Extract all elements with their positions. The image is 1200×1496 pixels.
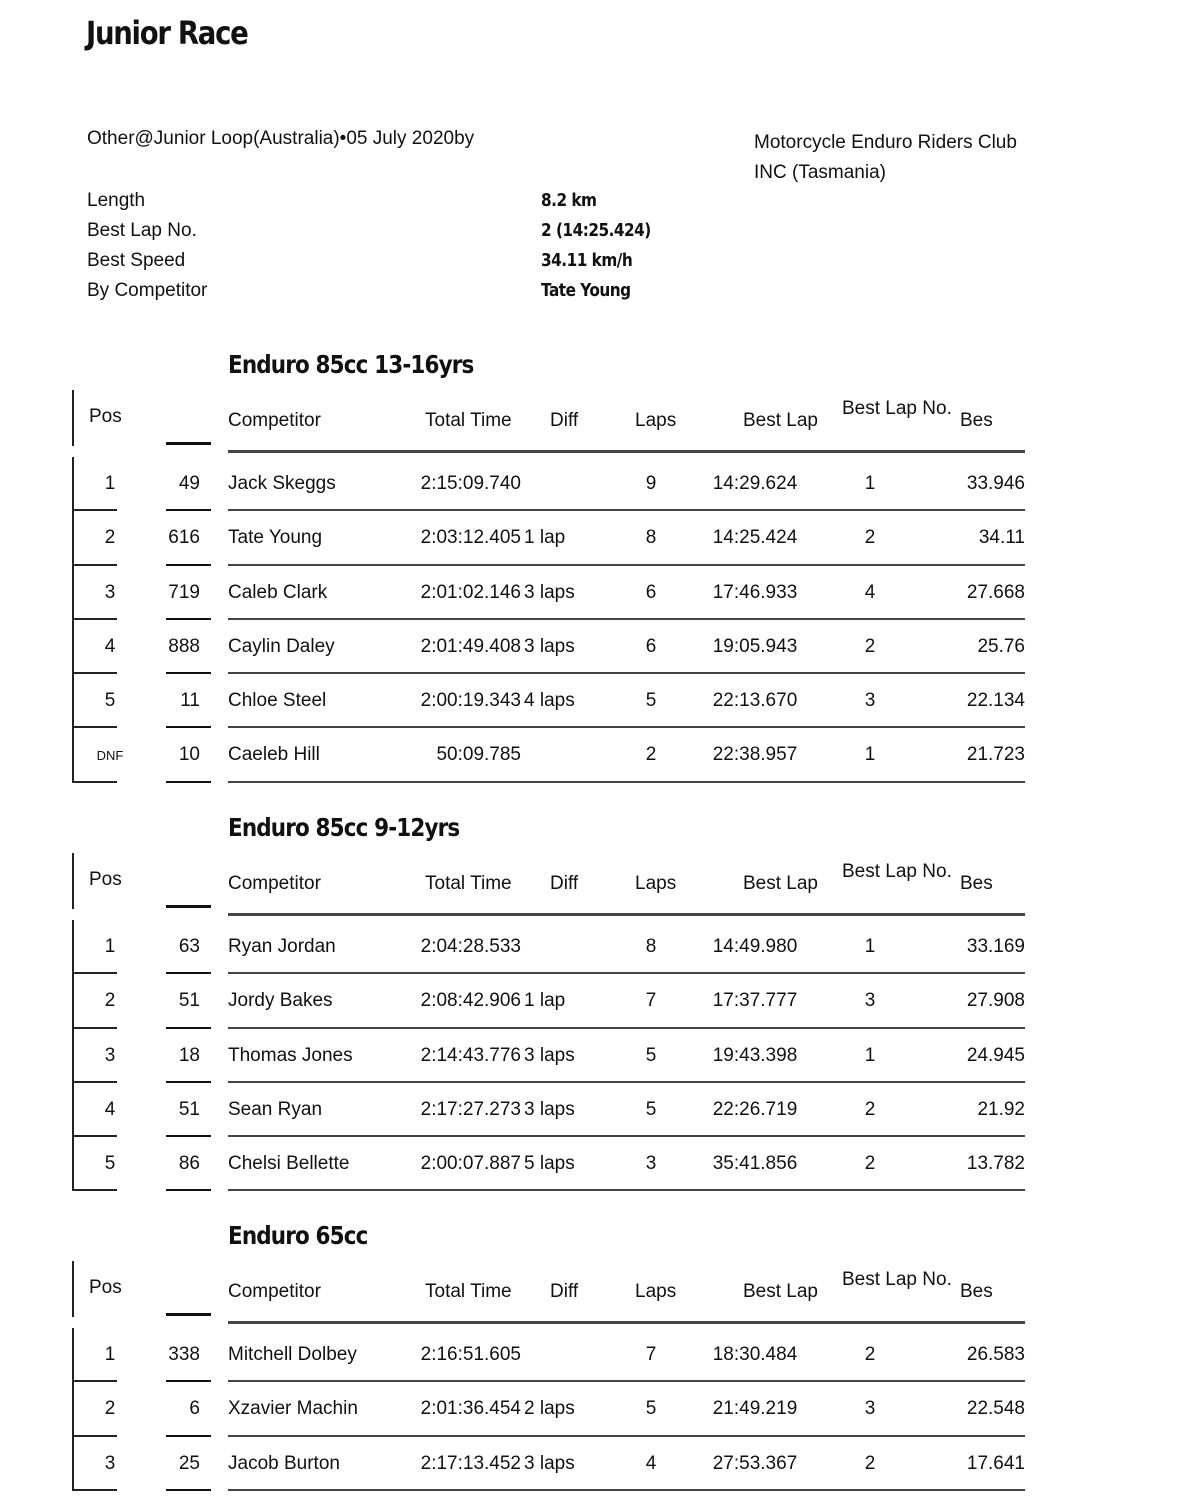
col-laps: Laps xyxy=(635,873,677,894)
table-row xyxy=(0,920,1200,974)
cell-pos: 2 xyxy=(104,1398,116,1420)
cell-best-lap: 35:41.856 xyxy=(712,1153,798,1175)
cell-best-speed: 17.641 xyxy=(966,1452,1025,1474)
class-title: Enduro 85cc 9-12yrs xyxy=(228,813,460,842)
col-diff: Diff xyxy=(550,873,579,894)
cell-total-time: 2:01:36.454 xyxy=(420,1398,521,1420)
col-laps: Laps xyxy=(635,1281,677,1302)
cell-total-time: 2:00:19.343 xyxy=(420,690,521,712)
cell-best-speed: 13.782 xyxy=(966,1153,1025,1175)
cell-competitor: Mitchell Dolbey xyxy=(228,1344,357,1365)
cell-competitor: Jacob Burton xyxy=(228,1452,340,1474)
row-rule xyxy=(228,1189,1025,1191)
cell-best-speed: 21.723 xyxy=(966,744,1025,766)
cell-pos: 5 xyxy=(104,690,116,712)
cell-best-lap: 17:37.777 xyxy=(712,990,798,1012)
row-rule xyxy=(228,781,1025,783)
pos-underline xyxy=(72,781,117,783)
cell-total-time: 2:16:51.605 xyxy=(420,1344,521,1365)
cell-best-speed: 34.11 xyxy=(978,527,1025,549)
organizer: Motorcycle Enduro Riders Club INC (Tasmania) xyxy=(754,132,1017,183)
summary-value: 2 (14:25.424) xyxy=(541,220,651,241)
cell-best-lap-no: 2 xyxy=(864,527,876,549)
pos-divider xyxy=(72,1261,74,1317)
cell-total-time: 2:01:02.146 xyxy=(420,581,521,603)
table-row xyxy=(0,674,1200,728)
cell-total-time: 2:15:09.740 xyxy=(420,473,521,494)
col-best-lap-no: Best Lap No. xyxy=(842,861,952,882)
cell-best-lap-no: 3 xyxy=(864,990,876,1012)
cell-diff: 3 laps xyxy=(524,1044,575,1066)
cell-best-speed: 26.583 xyxy=(966,1344,1025,1365)
cell-best-speed: 33.946 xyxy=(966,473,1025,494)
cell-diff: 4 laps xyxy=(524,690,575,712)
cell-number: 18 xyxy=(178,1044,200,1066)
venue-date-line: Other@Junior Loop(Australia)•05 July 2020by xyxy=(87,128,475,149)
cell-diff: 3 laps xyxy=(524,1452,575,1474)
table-body xyxy=(0,1328,1200,1491)
number-divider xyxy=(166,1313,211,1316)
cell-number: 719 xyxy=(168,581,200,603)
cell-best-lap-no: 4 xyxy=(864,581,876,603)
cell-laps: 7 xyxy=(645,990,657,1012)
cell-number: 51 xyxy=(178,1098,200,1120)
cell-pos: DNF xyxy=(96,748,124,764)
cell-pos: 1 xyxy=(104,473,116,494)
cell-best-speed: 27.668 xyxy=(966,581,1025,603)
col-best-speed: Bes xyxy=(960,410,993,431)
cell-best-lap-no: 2 xyxy=(864,1452,876,1474)
cell-competitor: Caleb Clark xyxy=(228,581,328,603)
cell-total-time: 2:17:13.452 xyxy=(420,1452,521,1474)
table-row xyxy=(0,1083,1200,1137)
col-total-time: Total Time xyxy=(425,1281,512,1302)
cell-laps: 4 xyxy=(645,1452,657,1474)
cell-best-lap: 14:25.424 xyxy=(712,527,798,549)
cell-best-lap: 14:29.624 xyxy=(712,473,798,494)
table-row xyxy=(0,1137,1200,1191)
col-diff: Diff xyxy=(550,1281,579,1302)
cell-number: 11 xyxy=(180,690,200,712)
cell-total-time: 2:08:42.906 xyxy=(420,990,521,1012)
cell-best-lap: 19:43.398 xyxy=(712,1044,798,1066)
cell-best-lap: 14:49.980 xyxy=(712,936,798,957)
cell-number: 6 xyxy=(189,1398,200,1420)
col-pos: Pos xyxy=(89,1277,122,1298)
cell-best-lap-no: 2 xyxy=(864,1344,876,1365)
table-row xyxy=(0,1029,1200,1083)
cell-best-lap-no: 2 xyxy=(864,1098,876,1120)
header-rule xyxy=(228,450,1025,453)
col-diff: Diff xyxy=(550,410,579,431)
cell-pos: 3 xyxy=(104,1044,116,1066)
cell-number: 86 xyxy=(178,1153,200,1175)
table-header xyxy=(0,1261,1200,1325)
col-best-lap: Best Lap xyxy=(743,1281,818,1302)
cell-diff: 1 lap xyxy=(524,990,566,1012)
cell-best-lap-no: 1 xyxy=(864,473,876,494)
number-divider xyxy=(166,442,211,445)
row-rule xyxy=(228,1489,1025,1491)
cell-pos: 1 xyxy=(104,1344,116,1365)
cell-number: 49 xyxy=(178,473,200,494)
cell-total-time: 2:01:49.408 xyxy=(420,635,521,657)
col-laps: Laps xyxy=(635,410,677,431)
pos-underline xyxy=(72,1189,117,1191)
cell-diff: 5 laps xyxy=(524,1153,575,1175)
cell-best-lap-no: 2 xyxy=(864,635,876,657)
table-header xyxy=(0,390,1200,454)
cell-competitor: Caylin Daley xyxy=(228,635,335,657)
cell-laps: 6 xyxy=(645,581,657,603)
cell-number: 888 xyxy=(168,635,200,657)
cell-laps: 7 xyxy=(645,1344,657,1365)
col-competitor: Competitor xyxy=(228,410,321,431)
table-row xyxy=(0,1382,1200,1436)
cell-competitor: Sean Ryan xyxy=(228,1098,323,1120)
cell-total-time: 2:14:43.776 xyxy=(420,1044,521,1066)
table-row xyxy=(0,1437,1200,1491)
cell-best-lap-no: 3 xyxy=(864,1398,876,1420)
col-best-lap-no: Best Lap No. xyxy=(842,398,952,419)
cell-total-time: 2:17:27.273 xyxy=(420,1098,521,1120)
cell-best-speed: 25.76 xyxy=(977,635,1025,657)
col-total-time: Total Time xyxy=(425,410,512,431)
col-pos: Pos xyxy=(89,406,122,427)
summary-value: 8.2 km xyxy=(541,190,597,211)
number-underline xyxy=(166,1189,211,1191)
cell-best-lap: 27:53.367 xyxy=(712,1452,798,1474)
summary-label: Best Lap No. xyxy=(87,220,197,241)
cell-total-time: 2:03:12.405 xyxy=(420,527,521,549)
col-best-lap-no: Best Lap No. xyxy=(842,1269,952,1290)
cell-best-lap: 18:30.484 xyxy=(712,1344,798,1365)
cell-competitor: Xzavier Machin xyxy=(228,1398,358,1420)
class-title: Enduro 65cc xyxy=(228,1221,368,1250)
page-title: Junior Race xyxy=(86,14,248,52)
cell-best-lap-no: 3 xyxy=(864,690,876,712)
cell-best-lap: 22:13.670 xyxy=(712,690,798,712)
cell-laps: 5 xyxy=(645,1098,657,1120)
cell-laps: 2 xyxy=(645,744,657,766)
summary-label: Best Speed xyxy=(87,250,186,271)
cell-pos: 4 xyxy=(104,635,116,657)
header-rule xyxy=(228,913,1025,916)
cell-competitor: Jordy Bakes xyxy=(228,990,333,1012)
cell-pos: 4 xyxy=(104,1098,116,1120)
cell-diff: 3 laps xyxy=(524,1098,575,1120)
cell-best-speed: 22.134 xyxy=(966,690,1025,712)
cell-laps: 5 xyxy=(645,1044,657,1066)
cell-laps: 5 xyxy=(645,1398,657,1420)
col-total-time: Total Time xyxy=(425,873,512,894)
cell-laps: 8 xyxy=(645,936,657,957)
table-row xyxy=(0,974,1200,1028)
col-competitor: Competitor xyxy=(228,1281,321,1302)
cell-diff: 2 laps xyxy=(524,1398,575,1420)
cell-competitor: Chloe Steel xyxy=(228,690,327,712)
cell-best-speed: 24.945 xyxy=(966,1044,1025,1066)
table-row xyxy=(0,566,1200,620)
cell-best-lap: 22:26.719 xyxy=(712,1098,798,1120)
cell-pos: 5 xyxy=(104,1153,116,1175)
cell-total-time: 2:00:07.887 xyxy=(420,1153,521,1175)
pos-divider xyxy=(72,390,74,446)
cell-laps: 8 xyxy=(645,527,657,549)
cell-total-time: 50:09.785 xyxy=(436,744,521,766)
cell-number: 63 xyxy=(178,936,200,957)
cell-competitor: Tate Young xyxy=(228,527,323,549)
cell-number: 51 xyxy=(178,990,200,1012)
cell-pos: 1 xyxy=(104,936,116,957)
cell-competitor: Chelsi Bellette xyxy=(228,1153,350,1175)
col-pos: Pos xyxy=(89,869,122,890)
table-row xyxy=(0,511,1200,565)
col-competitor: Competitor xyxy=(228,873,321,894)
class-title: Enduro 85cc 13-16yrs xyxy=(228,350,474,379)
cell-best-lap: 21:49.219 xyxy=(712,1398,798,1420)
cell-number: 338 xyxy=(168,1344,200,1365)
cell-number: 10 xyxy=(178,744,200,766)
cell-competitor: Thomas Jones xyxy=(228,1044,353,1066)
cell-competitor: Caeleb Hill xyxy=(228,744,320,766)
table-row xyxy=(0,457,1200,511)
col-best-speed: Bes xyxy=(960,873,993,894)
table-body xyxy=(0,920,1200,1191)
number-underline xyxy=(166,1489,211,1491)
cell-best-lap-no: 2 xyxy=(864,1153,876,1175)
cell-best-speed: 22.548 xyxy=(966,1398,1025,1420)
col-best-lap: Best Lap xyxy=(743,410,818,431)
header-rule xyxy=(228,1321,1025,1324)
cell-best-lap-no: 1 xyxy=(864,936,876,957)
pos-underline xyxy=(72,1489,117,1491)
cell-pos: 2 xyxy=(104,990,116,1012)
cell-laps: 5 xyxy=(645,690,657,712)
cell-best-speed: 27.908 xyxy=(966,990,1025,1012)
col-best-lap: Best Lap xyxy=(743,873,818,894)
cell-pos: 3 xyxy=(104,1452,116,1474)
summary-value: Tate Young xyxy=(541,280,631,301)
number-underline xyxy=(166,781,211,783)
table-row xyxy=(0,728,1200,782)
table-body xyxy=(0,457,1200,783)
cell-best-speed: 21.92 xyxy=(977,1098,1025,1120)
summary-label: By Competitor xyxy=(87,280,208,301)
cell-number: 25 xyxy=(178,1452,200,1474)
table-row xyxy=(0,620,1200,674)
cell-best-lap-no: 1 xyxy=(864,1044,876,1066)
cell-pos: 2 xyxy=(104,527,116,549)
table-row xyxy=(0,1328,1200,1382)
number-divider xyxy=(166,905,211,908)
cell-best-lap: 22:38.957 xyxy=(712,744,798,766)
cell-diff: 3 laps xyxy=(524,635,575,657)
cell-competitor: Ryan Jordan xyxy=(228,936,336,957)
cell-pos: 3 xyxy=(104,581,116,603)
cell-best-lap-no: 1 xyxy=(864,744,876,766)
cell-laps: 9 xyxy=(645,473,657,494)
cell-best-speed: 33.169 xyxy=(966,936,1025,957)
cell-laps: 6 xyxy=(645,635,657,657)
cell-total-time: 2:04:28.533 xyxy=(420,936,521,957)
summary-value: 34.11 km/h xyxy=(541,250,633,271)
cell-laps: 3 xyxy=(645,1153,657,1175)
cell-best-lap: 17:46.933 xyxy=(712,581,798,603)
table-header xyxy=(0,853,1200,917)
cell-diff: 1 lap xyxy=(524,527,566,549)
cell-number: 616 xyxy=(168,527,200,549)
cell-competitor: Jack Skeggs xyxy=(228,473,336,494)
col-best-speed: Bes xyxy=(960,1281,993,1302)
cell-diff: 3 laps xyxy=(524,581,575,603)
cell-best-lap: 19:05.943 xyxy=(712,635,798,657)
summary-label: Length xyxy=(87,190,146,211)
pos-divider xyxy=(72,853,74,909)
